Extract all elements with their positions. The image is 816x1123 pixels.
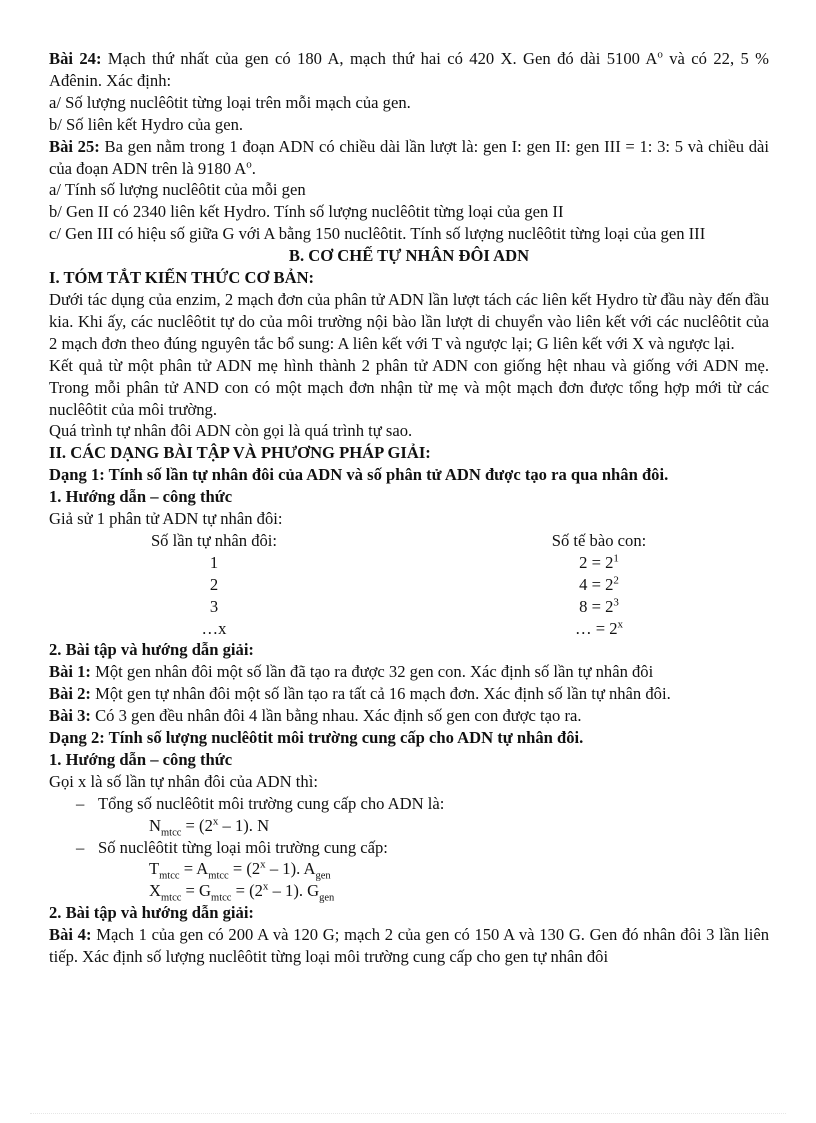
dang2-title: Dạng 2: Tính số lượng nuclêôtit môi trường cung cấp cho ADN tự nhân đôi. xyxy=(49,728,584,748)
bai4-label: Bài 4: xyxy=(49,925,92,945)
table-row xyxy=(49,552,769,574)
table-row xyxy=(49,596,769,618)
section-i-p2: Kết quả từ một phân tử ADN mẹ hình thành 2 phân tử ADN con giống hệt nhau và giống với ADN mẹ. Trong mỗi phân tử AND con có một mạch đơn nhận từ mẹ và một mạch đơn được tổng hợp mới từ các nuclêôtit của môi trường. xyxy=(49,355,769,419)
table-cell-v: $4 = 2^2$ xyxy=(579,574,619,594)
dash-text: Số nuclêôtit từng loại môi trường cung cấp: xyxy=(98,837,388,857)
bai25-b: b/ Gen II có 2340 liên kết Hydro. Tính số lượng nuclêôtit từng loại của gen II xyxy=(49,202,564,222)
bai24-paragraph xyxy=(49,48,769,92)
page-bottom-divider xyxy=(30,1113,786,1114)
bai25-paragraph xyxy=(49,136,769,180)
gia-su-line: Giả sử 1 phân tử ADN tự nhân đôi: xyxy=(49,509,283,529)
bai3-label: Bài 3: xyxy=(49,706,91,726)
document-page xyxy=(49,48,769,968)
bai24-a: a/ Số lượng nuclêôtit từng loại trên mỗi mạch của gen. xyxy=(49,92,411,112)
table-header xyxy=(49,530,769,552)
dash-marker: – xyxy=(76,837,85,857)
formula-n-mtcc: $N_{mtcc} = (2^x - 1)$. N xyxy=(149,815,270,838)
bai2-text: Một gen tự nhân đôi một số lần tạo ra tất cả 16 mạch đơn. Xác định số lần tự nhân đôi. xyxy=(90,684,671,704)
table-col1-header: Số lần tự nhân đôi: xyxy=(150,530,278,550)
angstrom-sup: o xyxy=(246,158,252,170)
bai2-paragraph xyxy=(49,683,769,705)
bai25-text2: . xyxy=(251,158,256,178)
dash-item xyxy=(49,837,769,859)
table-cell-n: 1 xyxy=(209,552,219,572)
section-ii-title: II. CÁC DẠNG BÀI TẬP VÀ PHƯƠNG PHÁP GIẢI: xyxy=(49,443,431,463)
goi-x-line: Gọi x là số lần tự nhân đôi của ADN thì: xyxy=(49,771,318,791)
bai2-label: Bài 2: xyxy=(49,684,91,704)
bai1-text: Một gen nhân đôi một số lần đã tạo ra được 32 gen con. Xác định số lần tự nhân đôi xyxy=(90,662,654,682)
table-row xyxy=(49,618,769,640)
table-cell-v: … = $2^x$ xyxy=(574,617,624,638)
bai3-paragraph xyxy=(49,705,769,727)
bai25-label: Bài 25: xyxy=(49,136,100,156)
section-b-title: B. CƠ CHẾ TỰ NHÂN ĐÔI ADN xyxy=(288,246,530,266)
formula-x-mtcc: $X_{mtcc} = G_{mtcc} = (2^x - 1)$. $G_{gen}$ xyxy=(149,880,335,904)
dash-text: Tổng số nuclêôtit môi trường cung cấp cho ADN là: xyxy=(98,793,445,813)
bai24-text: Mạch thứ nhất của gen có 180 A, mạch thứ hai có 420 X. Gen đó dài 5100 A xyxy=(101,49,658,68)
dash-item xyxy=(49,793,769,815)
bai24-label: Bài 24: xyxy=(49,49,102,68)
bai25-text: Ba gen nằm trong 1 đoạn ADN có chiều dài lần lượt là: gen I: gen II: gen III = 1: 3: 5 và chiều dài của đoạn ADN trên là 9180 A xyxy=(49,136,769,178)
bai24-text2: và có 22, 5 % Ađênin. Xác định: xyxy=(49,49,769,90)
huongdan2-title: 1. Hướng dẫn – công thức xyxy=(49,749,233,769)
bai4-paragraph xyxy=(49,924,769,968)
section-i-p1: Dưới tác dụng của enzim, 2 mạch đơn của phân tử ADN lần lượt tách các liên kết Hydro từ đầu này đến đầu kia. Khi ấy, các nuclêôtit tự do của môi trường nội bào lần lượt di chuyển vào liên kết với các nuclêôtit của 2 mạch đơn theo đúng nguyên tắc bổ sung: A liên kết với T và ngược lại; G liên kết với X và ngược lại. xyxy=(49,289,769,353)
table-cell-n: 3 xyxy=(209,596,219,616)
bai25-c: c/ Gen III có hiệu số giữa G với A bằng 150 nuclêôtit. Tính số lượng nuclêôtit từng loại của gen III xyxy=(49,224,706,244)
section-i-p3: Quá trình tự nhân đôi ADN còn gọi là quá trình tự sao. xyxy=(49,421,413,441)
bai1-paragraph xyxy=(49,661,769,683)
baitap2-title: 2. Bài tập và hướng dẫn giải: xyxy=(49,903,254,923)
table-cell-n: 2 xyxy=(209,574,219,594)
table-col2-header: Số tế bào con: xyxy=(551,530,647,550)
baitap1-title: 2. Bài tập và hướng dẫn giải: xyxy=(49,640,254,660)
table-row xyxy=(49,574,769,596)
bai25-a: a/ Tính số lượng nuclêôtit của mỗi gen xyxy=(49,180,306,200)
formula-t-mtcc: $T_{mtcc} = A_{mtcc} = (2^x - 1)$. $A_{gen}$ xyxy=(149,858,331,882)
angstrom-sup: o xyxy=(657,48,663,61)
dang1-title: Dạng 1: Tính số lần tự nhân đôi của ADN và số phân tử ADN được tạo ra qua nhân đôi. xyxy=(49,465,669,485)
bai3-text: Có 3 gen đều nhân đôi 4 lần bằng nhau. Xác định số gen con được tạo ra. xyxy=(90,706,582,726)
table-cell-v: $2 = 2^1$ xyxy=(579,552,619,572)
section-i-title: I. TÓM TẮT KIẾN THỨC CƠ BẢN: xyxy=(49,268,315,288)
huongdan1-title: 1. Hướng dẫn – công thức xyxy=(49,487,233,507)
dash-marker: – xyxy=(76,793,85,813)
bai24-b: b/ Số liên kết Hydro của gen. xyxy=(49,114,244,134)
bai4-text: Mạch 1 của gen có 200 A và 120 G; mạch 2 của gen có 150 A và 130 G. Gen đó nhân đôi 3 lần liên tiếp. Xác định số lượng nuclêôtit từng loại môi trường cung cấp cho gen tự nhân đôi xyxy=(49,925,769,967)
table-cell-v: $8 = 2^3$ xyxy=(579,596,619,616)
bai1-label: Bài 1: xyxy=(49,662,91,682)
table-cell-n: …x xyxy=(201,618,227,638)
